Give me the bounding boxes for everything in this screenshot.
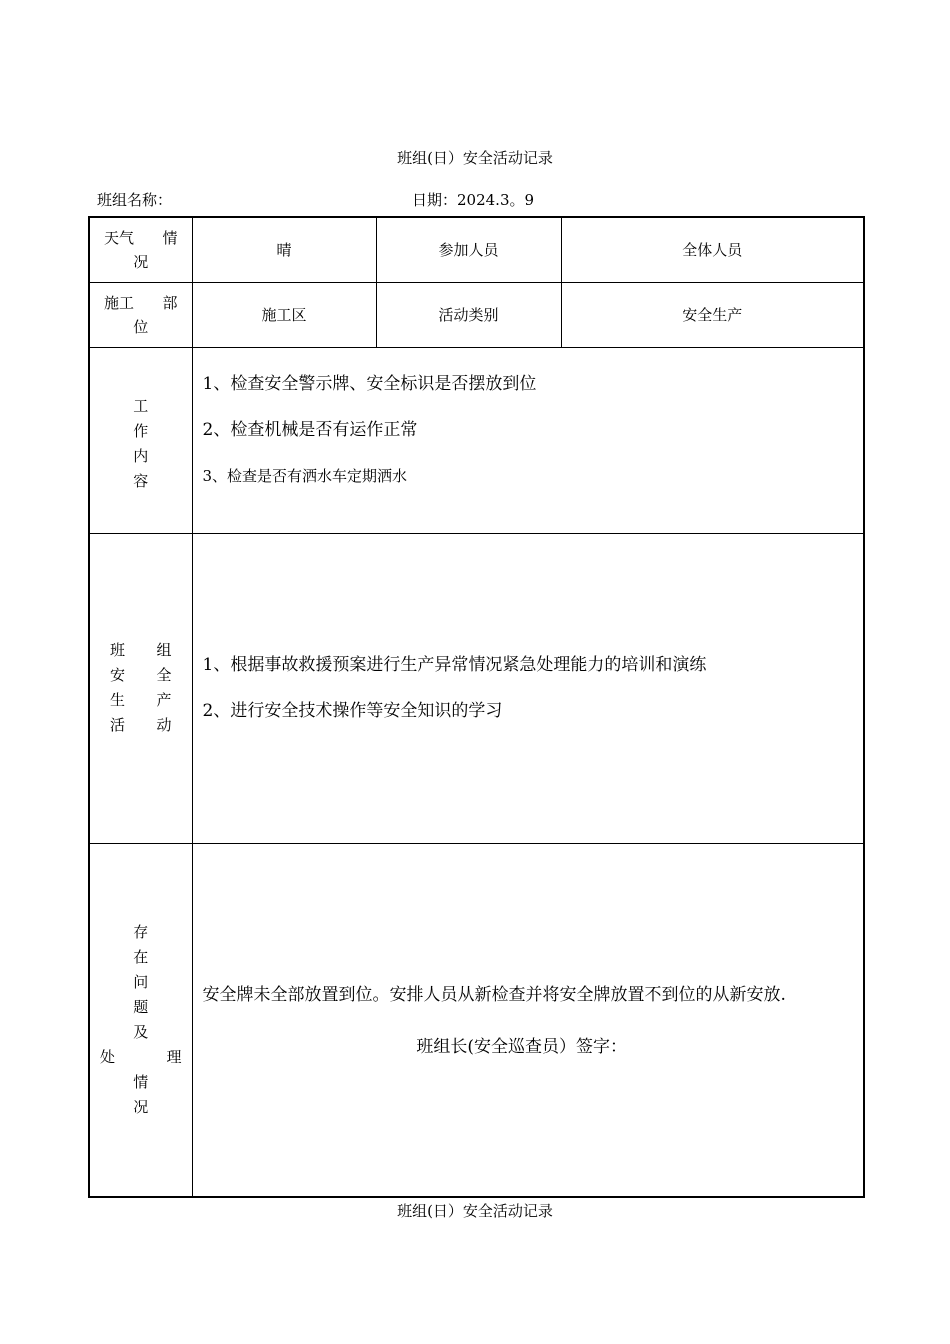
activity-label-char: 生: [110, 691, 126, 709]
activity-type-label: 活动类别: [376, 282, 561, 347]
work-content-label-cell: [89, 347, 192, 533]
team-activity-cell: [192, 533, 864, 843]
work-item: 1、检查安全警示牌、安全标识是否摆放到位: [202, 373, 537, 394]
issues-label-char: 问: [133, 972, 149, 991]
issues-label-char: 题: [133, 997, 149, 1016]
issues-label-char: 理: [166, 1047, 182, 1066]
location-label-part1: 施工: [104, 293, 135, 312]
issues-label-char: 况: [133, 1097, 149, 1116]
work-item: 3、检查是否有洒水车定期洒水: [202, 466, 408, 485]
work-label-char: 容: [133, 472, 149, 490]
activity-label-char: 动: [156, 716, 172, 734]
activity-label-char: 安: [110, 666, 126, 684]
activity-type-value: 安全生产: [561, 282, 864, 347]
issues-label-char: 在: [133, 947, 149, 966]
team-name-label: 班组名称：: [97, 191, 173, 209]
weather-label-cell: [89, 217, 192, 282]
issues-label-cell: [89, 843, 192, 1197]
work-label-char: 作: [133, 422, 149, 440]
activity-item: 2、进行安全技术操作等安全知识的学习: [202, 701, 503, 721]
weather-value: 晴: [192, 217, 376, 282]
activity-item: 1、根据事故救援预案进行生产异常情况紧急处理能力的培训和演练: [202, 655, 707, 675]
issues-text: 安全牌未全部放置到位。安排人员从新检查并将安全牌放置不到位的从新安放.: [202, 984, 786, 1005]
location-row: [89, 282, 864, 347]
work-label-char: 工: [133, 397, 149, 415]
footer-title: 班组(日）安全活动记录: [397, 1202, 553, 1220]
activity-label-char: 活: [110, 716, 126, 734]
safety-activity-table: [88, 216, 865, 1198]
participants-value: 全体人员: [561, 217, 864, 282]
work-item: 2、检查机械是否有运作正常: [202, 419, 418, 440]
signature-label: 班组长(安全巡查员）签字：: [416, 1036, 628, 1057]
weather-label-part3: 况: [133, 252, 149, 271]
weather-label-part1: 天气: [104, 228, 135, 247]
weather-row: [89, 217, 864, 282]
activity-label-char: 产: [156, 691, 172, 709]
date-label: 日期：2024.3。9: [412, 191, 535, 209]
team-activity-row: [89, 533, 864, 843]
issues-label-char: 存: [133, 922, 149, 941]
work-content-cell: [192, 347, 864, 533]
weather-label-part2: 情: [162, 228, 178, 247]
issues-label-char: 处: [100, 1047, 116, 1066]
activity-label-char: 班: [110, 641, 126, 659]
issues-label-char: 情: [133, 1072, 149, 1091]
issues-cell: [192, 843, 864, 1197]
work-label-char: 内: [133, 447, 149, 465]
activity-label-char: 组: [156, 641, 172, 659]
location-label-cell: [89, 282, 192, 347]
issues-label-char: 及: [133, 1022, 149, 1041]
team-activity-label-cell: [89, 533, 192, 843]
issues-row: [89, 843, 864, 1197]
work-content-row: [89, 347, 864, 533]
location-value: 施工区: [192, 282, 376, 347]
location-label-part2: 部: [162, 293, 178, 312]
participants-label: 参加人员: [376, 217, 561, 282]
page-title: 班组(日）安全活动记录: [397, 149, 553, 167]
activity-label-char: 全: [156, 666, 172, 684]
location-label-part3: 位: [133, 317, 149, 336]
